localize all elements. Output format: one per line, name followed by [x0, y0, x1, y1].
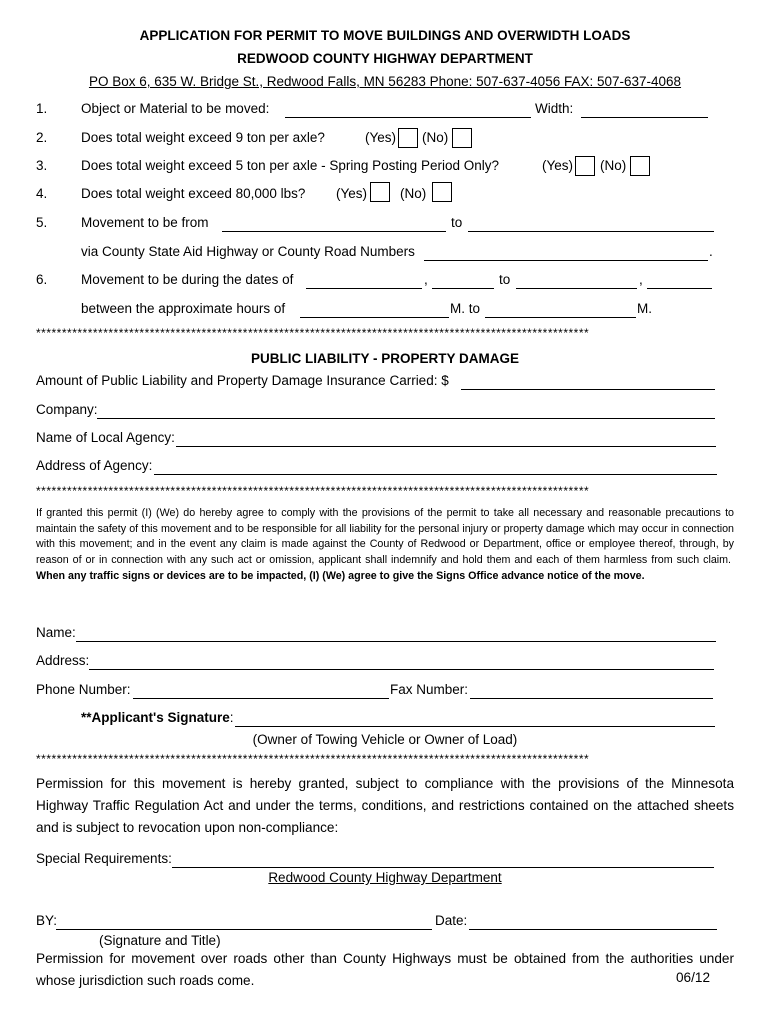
- axle-9-no-checkbox[interactable]: [452, 128, 472, 148]
- end-date-field[interactable]: [516, 288, 637, 289]
- liability-heading: PUBLIC LIABILITY - PROPERTY DAMAGE: [250, 351, 520, 366]
- road-numbers-field[interactable]: [424, 260, 708, 261]
- weight-80k-no-checkbox[interactable]: [432, 182, 452, 202]
- form-title: APPLICATION FOR PERMIT TO MOVE BUILDINGS AND OVERWIDTH LOADS: [139, 28, 631, 43]
- name-label: Name:: [36, 625, 76, 640]
- start-date-field[interactable]: [306, 288, 422, 289]
- signature-label-text: **Applicant's Signature: [81, 710, 230, 725]
- department-signature: Redwood County Highway Department: [268, 870, 502, 885]
- date-label: Date:: [435, 913, 468, 928]
- agreement-text: If granted this permit (I) (We) do hereby agree to comply with the provisions of the permit to take all necessary and reasonable precautions to maintain the safety of this movement and to be responsible for all liability for the personal injury or property damage which may occur in connection with this movement; and in the event any claim is made against the County of Redwood or Department, office or employee thereof, through, by reason of or in connection with any such act or omission, applicant shall indemnify and hold them and each of them harmless from such claim.: [36, 507, 734, 567]
- fax-label: Fax Number:: [390, 682, 469, 697]
- start-hour-field[interactable]: [300, 317, 449, 318]
- yes-label: (Yes): [365, 130, 397, 145]
- yes-label: (Yes): [336, 186, 368, 201]
- period: .: [709, 244, 713, 259]
- contact-address: PO Box 6, 635 W. Bridge St., Redwood Falls, MN 56283 Phone: 507-637-4056 FAX: 507-637-4068: [88, 74, 682, 89]
- axle-5-yes-checkbox[interactable]: [575, 156, 595, 176]
- movement-from-field[interactable]: [222, 231, 446, 232]
- end-hour-field[interactable]: [485, 317, 636, 318]
- m-to-label: M. to: [450, 301, 481, 316]
- form-code: 06/12: [676, 970, 711, 985]
- agency-address-field[interactable]: [154, 474, 717, 475]
- agency-address-label: Address of Agency:: [36, 458, 153, 473]
- date-field[interactable]: [469, 929, 717, 930]
- movement-to-field[interactable]: [468, 231, 714, 232]
- special-requirements-label: Special Requirements:: [36, 851, 172, 866]
- local-agency-label: Name of Local Agency:: [36, 430, 175, 445]
- to-label: to: [499, 272, 511, 287]
- by-field[interactable]: [56, 929, 432, 930]
- department-name: REDWOOD COUNTY HIGHWAY DEPARTMENT: [237, 51, 533, 66]
- by-label: BY:: [36, 913, 58, 928]
- colon: :: [229, 710, 234, 725]
- axle-5-label: Does total weight exceed 5 ton per axle - Spring Posting Period Only?: [81, 158, 499, 173]
- special-requirements-field[interactable]: [172, 867, 714, 868]
- width-label: Width:: [535, 101, 574, 116]
- signature-label: [81, 710, 234, 725]
- width-field[interactable]: [581, 117, 708, 118]
- end-year-field[interactable]: [647, 288, 712, 289]
- no-label: (No): [422, 130, 449, 145]
- footer-paragraph: [36, 948, 734, 992]
- address-label: Address:: [36, 653, 90, 668]
- signs-office-notice: When any traffic signs or devices are to be impacted, (I) (We) agree to give the Signs Office advance notice of the move.: [36, 569, 645, 582]
- dates-label: Movement to be during the dates of: [81, 272, 294, 287]
- item-number: 6.: [36, 272, 48, 287]
- separator: ***********************************************************************************************************: [36, 326, 590, 340]
- signature-title-note: (Signature and Title): [99, 933, 221, 948]
- company-field[interactable]: [97, 418, 715, 419]
- permission-paragraph: Permission for this movement is hereby granted, subject to compliance with the provisions of the Minnesota Highway Traffic Regulation Act and under the terms, conditions, and restrictions contained on the attached sheets and is subject to revocation upon non-compliance:: [36, 776, 734, 835]
- road-numbers-label: via County State Aid Highway or County Road Numbers: [81, 244, 415, 259]
- phone-field[interactable]: [133, 698, 389, 699]
- insurance-amount-field[interactable]: [461, 389, 715, 390]
- yes-label: (Yes): [542, 158, 574, 173]
- no-label: (No): [600, 158, 627, 173]
- name-field[interactable]: [76, 641, 716, 642]
- agreement-paragraph: [36, 506, 734, 585]
- no-label: (No): [400, 186, 427, 201]
- object-field[interactable]: [285, 117, 531, 118]
- axle-9-yes-checkbox[interactable]: [398, 128, 418, 148]
- item-number: 4.: [36, 186, 48, 201]
- weight-80k-label: Does total weight exceed 80,000 lbs?: [81, 186, 306, 201]
- to-label: to: [451, 215, 463, 230]
- item-number: 3.: [36, 158, 48, 173]
- hours-label: between the approximate hours of: [81, 301, 286, 316]
- m-label: M.: [637, 301, 652, 316]
- owner-note: (Owner of Towing Vehicle or Owner of Load): [252, 732, 518, 747]
- start-year-field[interactable]: [432, 288, 494, 289]
- axle-5-no-checkbox[interactable]: [630, 156, 650, 176]
- company-label: Company:: [36, 402, 98, 417]
- weight-80k-yes-checkbox[interactable]: [370, 182, 390, 202]
- separator: ***********************************************************************************************************: [36, 752, 590, 766]
- axle-9-label: Does total weight exceed 9 ton per axle?: [81, 130, 325, 145]
- item-number: 2.: [36, 130, 48, 145]
- comma: ,: [639, 272, 643, 287]
- insurance-amount-label: Amount of Public Liability and Property Damage Insurance Carried: $: [36, 373, 449, 388]
- item-number: 5.: [36, 215, 48, 230]
- footer-text: Permission for movement over roads other than County Highways must be obtained from the authorities under whose jurisdiction such roads come.: [36, 951, 734, 988]
- item-number: 1.: [36, 101, 48, 116]
- movement-from-label: Movement to be from: [81, 215, 209, 230]
- local-agency-field[interactable]: [176, 446, 716, 447]
- separator: ***********************************************************************************************************: [36, 484, 590, 498]
- fax-field[interactable]: [470, 698, 713, 699]
- address-field[interactable]: [89, 669, 714, 670]
- signature-field[interactable]: [235, 726, 715, 727]
- comma: ,: [424, 272, 428, 287]
- phone-label: Phone Number:: [36, 682, 131, 697]
- object-label: Object or Material to be moved:: [81, 101, 270, 116]
